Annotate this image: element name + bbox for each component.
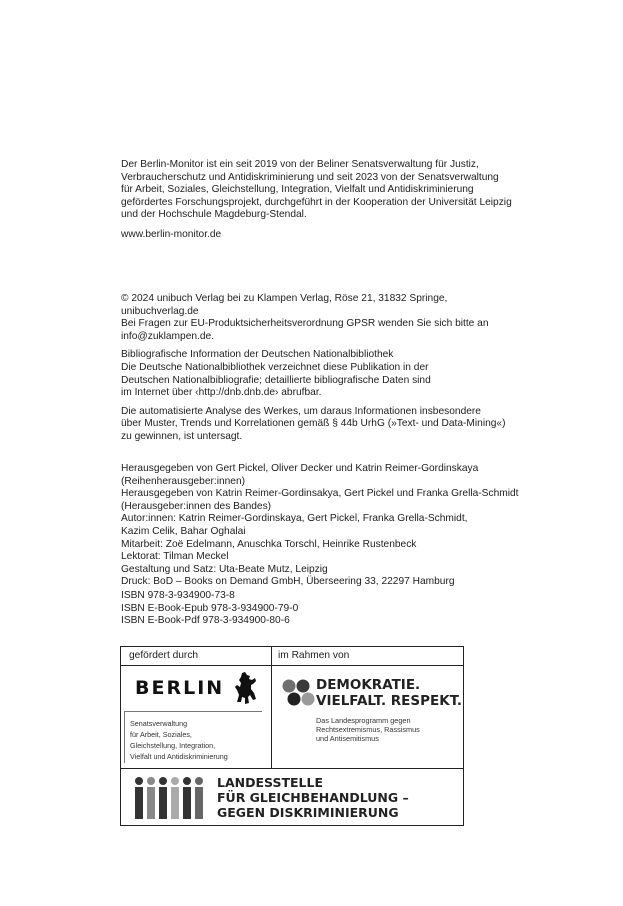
publisher-paragraph: [121, 293, 541, 343]
copyright-section: [121, 293, 541, 450]
text-line: Die automatisierte Analyse des Werkes, um daraus Informationen insbesondere: [121, 405, 481, 417]
divider: [271, 647, 272, 768]
isbn-line: ISBN 978-3-934900-73-8: [121, 590, 235, 601]
text-line: Verbraucherschutz und Antidiskriminierung und seit 2023 von der Senatsverwaltung: [121, 171, 499, 183]
text-line: Vielfalt und Antidiskriminierung: [130, 752, 228, 761]
text-line: für Arbeit, Soziales, Gleichstellung, Integration, Vielfalt und Antidiskriminierung: [121, 184, 474, 196]
credit-line: Lektorat: Tilman Meckel: [121, 551, 229, 563]
url-text: www.berlin-monitor.de: [121, 229, 222, 240]
ladg-title: [217, 775, 409, 820]
text-line: Bei Fragen zur EU-Produktsicherheitsverordnung GPSR wenden Sie sich bitte an: [121, 318, 489, 330]
text-line: Senatsverwaltung: [130, 719, 188, 728]
text-line: © 2024 unibuch Verlag bei zu Klampen Verlag, Röse 21, 31832 Springe,: [121, 293, 448, 304]
text-line: DEMOKRATIE.: [316, 677, 421, 693]
credit-line: Mitarbeit: Zoë Edelmann, Anuschka Torschl, Heinrike Rustenbeck: [121, 538, 417, 550]
isbn-line: ISBN E-Book-Epub 978-3-934900-79-0: [121, 602, 299, 614]
credits-section: [121, 463, 541, 589]
text-line: LANDESSTELLE: [217, 775, 323, 790]
credit-line: (Reihenherausgeber:innen): [121, 475, 246, 487]
isbn-section: [121, 590, 541, 628]
text-line: info@zuklampen.de.: [121, 330, 215, 342]
website-url: [121, 229, 541, 242]
text-line: Die Deutsche Nationalbibliothek verzeichnet diese Publikation in der: [121, 361, 429, 373]
text-line: GEGEN DISKRIMINIERUNG: [217, 805, 399, 820]
credit-line: Herausgegeben von Katrin Reimer-Gordinsakya, Gert Pickel und Franka Grella-Schmidt: [121, 488, 519, 500]
project-description: [121, 159, 541, 222]
credit-line: Herausgegeben von Gert Pickel, Oliver Decker und Katrin Reimer-Gordinskaya: [121, 463, 479, 474]
berlin-bear-icon: [233, 671, 259, 705]
text-line: gefördertes Forschungsprojekt, durchgeführt in der Kooperation der Universität Leipzig: [121, 196, 512, 208]
funders-box: [120, 646, 464, 826]
credit-line: (Herausgeber:innen des Bandes): [121, 500, 272, 512]
text-line: VIELFALT. RESPEKT.: [316, 693, 462, 709]
text-line: Bibliografische Information der Deutschen Nationalbibliothek: [121, 349, 394, 361]
berlin-logo-wordmark: BERLIN: [135, 677, 225, 699]
text-line: unibuchverlag.de: [121, 305, 199, 317]
text-line: für Arbeit, Soziales,: [130, 730, 192, 739]
isbn-line: ISBN E-Book-Pdf 978-3-934900-80-6: [121, 615, 290, 627]
text-line: Der Berlin-Monitor ist ein seit 2019 von der Beliner Senatsverwaltung für Justiz,: [121, 159, 479, 170]
text-line: FÜR GLEICHBEHANDLUNG –: [217, 790, 409, 805]
divider: [121, 665, 463, 666]
text-line: Rechtsextremismus, Rassismus: [316, 725, 420, 734]
berlin-senate-text: [124, 711, 262, 763]
text-line: zu gewinnen, ist untersagt.: [121, 430, 243, 442]
dnb-paragraph: [121, 349, 541, 399]
credit-line: Kazim Celik, Bahar Oghalai: [121, 525, 246, 537]
demokratie-title: [316, 677, 462, 709]
text-line: im Internet über ‹http://dnb.dnb.de› abrufbar.: [121, 387, 322, 399]
text-line: und Antisemitismus: [316, 734, 379, 743]
credit-line: Autor:innen: Katrin Reimer-Gordinskaya, Gert Pickel, Franka Grella-Schmidt,: [121, 513, 468, 525]
text-line: Deutschen Nationalbibliografie; detaillierte bibliografische Daten sind: [121, 374, 431, 386]
tdm-paragraph: [121, 406, 541, 444]
text-line: und der Hochschule Magdeburg-Stendal.: [121, 209, 307, 221]
text-line: über Muster, Trends und Korrelationen gemäß § 44b UrhG (»Text- und Data-Mining«): [121, 418, 506, 430]
demokratie-dots-logo: [281, 677, 315, 709]
people-figures-icon: [133, 775, 209, 821]
credit-line: Gestaltung und Satz: Uta-Beate Mutz, Leipzig: [121, 563, 328, 575]
text-line: Das Landesprogramm gegen: [316, 716, 411, 725]
credit-line: Druck: BoD – Books on Demand GmbH, Überseering 33, 22297 Hamburg: [121, 576, 455, 588]
text-line: Gleichstellung, Integration,: [130, 741, 216, 750]
framework-label: im Rahmen von: [278, 650, 350, 661]
demokratie-subtitle: [316, 716, 420, 743]
funded-by-label: gefördert durch: [129, 650, 199, 661]
divider: [121, 768, 463, 769]
